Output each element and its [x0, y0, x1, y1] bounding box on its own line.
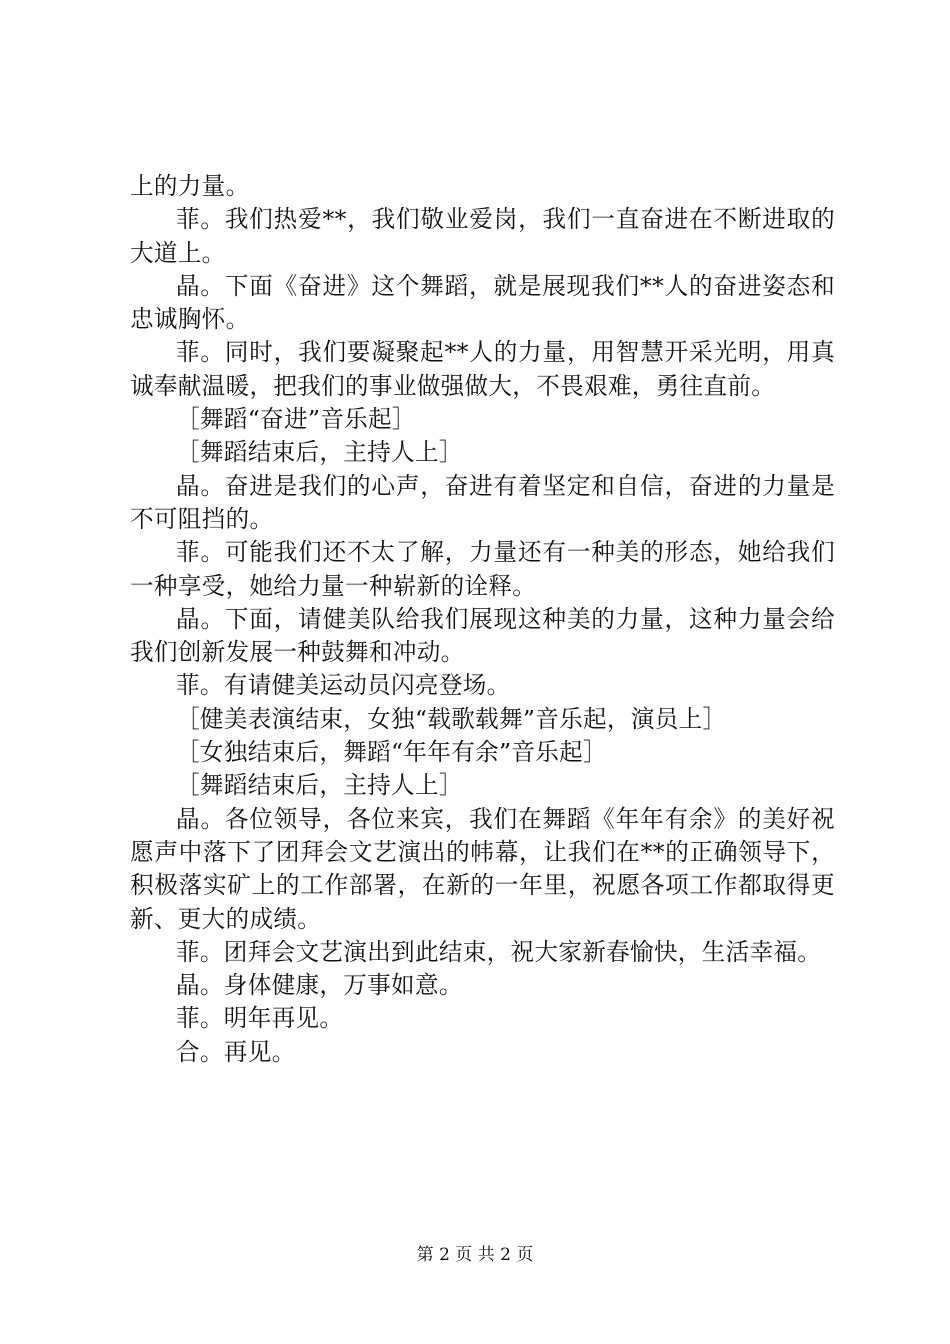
paragraph: 晶。奋进是我们的心声，奋进有着坚定和自信，奋进的力量是不可阻挡的。	[130, 471, 835, 533]
paragraph: 菲。我们热爱**，我们敬业爱岗，我们一直奋进在不断进取的大道上。	[130, 205, 835, 267]
stage-direction: ［健美表演结束，女独“载歌载舞”音乐起，演员上］	[176, 704, 727, 733]
document-body	[130, 170, 835, 1069]
paragraph: 上的力量。	[130, 172, 250, 200]
paragraph: 菲。同时，我们要凝聚起**人的力量，用智慧开采光明，用真诚奉献温暖，把我们的事业做强做大，不畏艰难，勇往直前。	[130, 338, 835, 400]
stage-direction: ［舞蹈“奋进”音乐起］	[176, 405, 416, 434]
paragraph: 菲。团拜会文艺演出到此结束，祝大家新春愉快，生活幸福。	[176, 937, 822, 966]
paragraph: 晶。下面，请健美队给我们展现这种美的力量，这种力量会给我们创新发展一种鼓舞和冲动。	[130, 604, 835, 667]
page-number-footer: 第 2 页 共 2 页	[416, 1245, 534, 1265]
paragraph: 晶。下面《奋进》这个舞蹈，就是展现我们**人的奋进姿态和忠诚胸怀。	[130, 271, 835, 334]
paragraph: 菲。明年再见。	[176, 1004, 344, 1033]
paragraph: 菲。可能我们还不太了解，力量还有一种美的形态，她给我们一种享受，她给力量一种崭新的诠释。	[130, 538, 835, 600]
paragraph: 晶。身体健康，万事如意。	[176, 971, 463, 1000]
paragraph: 合。再见。	[176, 1037, 296, 1066]
stage-direction: ［舞蹈结束后，主持人上］	[176, 438, 463, 467]
stage-direction: ［女独结束后，舞蹈“年年有余”音乐起］	[176, 738, 607, 767]
stage-direction: ［舞蹈结束后，主持人上］	[176, 771, 463, 800]
paragraph: 晶。各位领导，各位来宾，我们在舞蹈《年年有余》的美好祝愿声中落下了团拜会文艺演出的帏幕，让我们在**的正确领导下，积极落实矿上的工作部署，在新的一年里，祝愿各项工作都取得更新、更大的成绩。	[130, 804, 835, 933]
paragraph: 菲。有请健美运动员闪亮登场。	[176, 671, 511, 700]
